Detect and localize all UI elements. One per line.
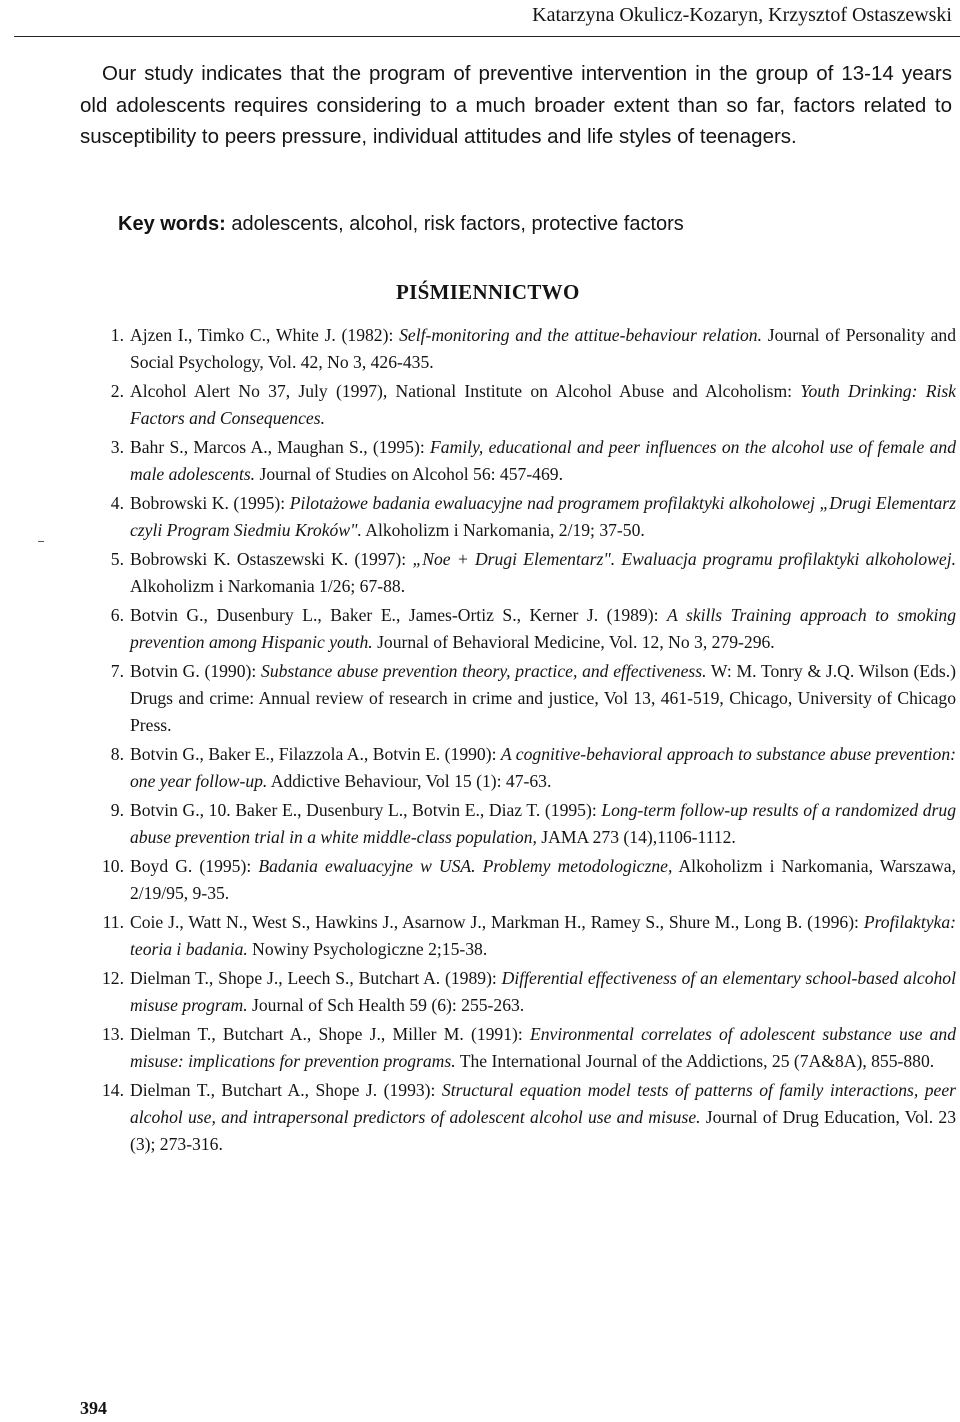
reference-number: 5. xyxy=(110,549,124,569)
reference-authors: Boyd G. (1995): xyxy=(130,856,259,876)
reference-authors: Botvin G., Dusenbury L., Baker E., James-Ortiz S., Kerner J. (1989): xyxy=(130,605,668,625)
margin-mark xyxy=(38,541,44,542)
reference-title: Environmental correlates of adolescent substance use and misuse: implications for prevention programs. xyxy=(130,1024,957,1071)
reference-source: W: M. Tonry & J.Q. Wilson (Eds.) Drugs and crime: Annual review of research in crime and justice, Vol 13, 461-519, Chicago, University of Chicago Press. xyxy=(130,661,956,735)
reference-source: JAMA 273 (14),1106-1112. xyxy=(536,827,736,847)
reference-number: 10. xyxy=(102,856,124,876)
reference-authors: Dielman T., Shope J., Leech S., Butchart A. (1989): xyxy=(130,968,502,988)
reference-item xyxy=(82,909,956,963)
abstract-paragraph: Our study indicates that the program of preventive intervention in the group of 13-14 years old adolescents requires considering to a much broader extent than so far, factors related to susceptibility to peers pressure, individual attitudes and life styles of teenagers. xyxy=(80,62,952,148)
reference-source: Alkoholizm i Narkomania 1/26; 67-88. xyxy=(130,576,406,596)
reference-number: 13. xyxy=(102,1024,124,1044)
reference-title: Badania ewaluacyjne w USA. Problemy metodologiczne, xyxy=(258,856,673,876)
reference-title: Family, educational and peer influences on the alcohol use of female and male adolescents. xyxy=(130,437,956,484)
reference-item xyxy=(82,797,956,851)
reference-title: Pilotażowe badania ewaluacyjne nad programem profilaktyki alkoholowej „Drugi Elementarz czyli Program Siedmiu Kroków". xyxy=(130,493,956,540)
reference-authors: Coie J., Watt N., West S., Hawkins J., Asarnow J., Markman H., Ramey S., Shure M., Long B. (1996): xyxy=(130,912,864,932)
reference-number: 4. xyxy=(110,493,124,513)
section-title: PIŚMIENNICTWO xyxy=(396,280,580,304)
reference-number: 9. xyxy=(110,800,124,820)
reference-source: Addictive Behaviour, Vol 15 (1): 47-63. xyxy=(267,771,552,791)
reference-source: Journal of Behavioral Medicine, Vol. 12, No 3, 279-296. xyxy=(372,632,775,652)
reference-item xyxy=(82,602,956,656)
reference-title: Differential effectiveness of an elementary school-based alcohol misuse program. xyxy=(130,968,956,1015)
reference-source: Journal of Studies on Alcohol 56: 457-469. xyxy=(255,464,563,484)
reference-number: 11. xyxy=(102,912,124,932)
keywords-text: adolescents, alcohol, risk factors, protective factors xyxy=(231,213,684,235)
reference-number: 2. xyxy=(110,381,124,401)
reference-authors: Dielman T., Butchart A., Shope J., Miller M. (1991): xyxy=(130,1024,530,1044)
reference-item xyxy=(82,741,956,795)
reference-authors: Bobrowski K. (1995): xyxy=(130,493,290,513)
reference-title: A cognitive-behavioral approach to substance abuse prevention: one year follow-up. xyxy=(130,744,956,791)
reference-source: Nowiny Psychologiczne 2;15-38. xyxy=(247,939,488,959)
running-header: Katarzyna Okulicz-Kozaryn, Krzysztof Ostaszewski xyxy=(532,4,952,26)
reference-title: Substance abuse prevention theory, practice, and effectiveness. xyxy=(261,661,707,681)
reference-authors: Botvin G. (1990): xyxy=(130,661,262,681)
reference-list xyxy=(82,322,956,1160)
reference-source: The International Journal of the Addictions, 25 (7A&8A), 855-880. xyxy=(455,1051,935,1071)
reference-title: A skills Training approach to smoking prevention among Hispanic youth. xyxy=(130,605,956,652)
reference-number: 3. xyxy=(110,437,124,457)
reference-item xyxy=(82,658,956,739)
reference-title: „Noe + Drugi Elementarz". Ewaluacja programu profilaktyki alkoholowej. xyxy=(412,549,956,569)
reference-source: Journal of Sch Health 59 (6): 255-263. xyxy=(247,995,525,1015)
reference-title: Self-monitoring and the attitue-behaviour relation. xyxy=(399,325,763,345)
reference-number: 1. xyxy=(110,325,124,345)
reference-authors: Botvin G., Baker E., Filazzola A., Botvin E. (1990): xyxy=(130,744,501,764)
reference-number: 14. xyxy=(102,1080,124,1100)
reference-number: 6. xyxy=(110,605,124,625)
header-rule xyxy=(14,36,960,37)
reference-source: Journal of Drug Education, Vol. 23 (3); 273-316. xyxy=(130,1107,956,1154)
reference-source: Alkoholizm i Narkomania, 2/19; 37-50. xyxy=(361,520,645,540)
reference-item xyxy=(82,965,956,1019)
keywords-label: Key words: xyxy=(118,213,226,235)
reference-source: Alkoholizm i Narkomania, Warszawa, 2/19/95, 9-35. xyxy=(130,856,956,903)
reference-authors: Alcohol Alert No 37, July (1997), National Institute on Alcohol Abuse and Alcoholism: xyxy=(130,381,801,401)
reference-authors: Ajzen I., Timko C., White J. (1982): xyxy=(130,325,400,345)
reference-authors: Botvin G., 10. Baker E., Dusenbury L., Botvin E., Diaz T. (1995): xyxy=(130,800,602,820)
reference-item xyxy=(82,853,956,907)
reference-authors: Dielman T., Butchart A., Shope J. (1993): xyxy=(130,1080,442,1100)
reference-item xyxy=(82,1021,956,1075)
reference-title: Long-term follow-up results of a randomized drug abuse prevention trial in a white middle-class population, xyxy=(130,800,956,847)
reference-number: 8. xyxy=(110,744,124,764)
page-number: 394 xyxy=(80,1398,107,1418)
reference-title: Youth Drinking: Risk Factors and Consequences. xyxy=(130,381,956,428)
reference-authors: Bahr S., Marcos A., Maughan S., (1995): xyxy=(130,437,431,457)
reference-item xyxy=(82,490,956,544)
reference-source: Journal of Personality and Social Psychology, Vol. 42, No 3, 426-435. xyxy=(130,325,957,372)
reference-item xyxy=(82,1077,956,1158)
reference-number: 7. xyxy=(110,661,124,681)
reference-title: Profilaktyka: teoria i badania. xyxy=(130,912,956,959)
reference-item xyxy=(82,322,956,376)
reference-item xyxy=(82,378,956,432)
reference-title: Structural equation model tests of patterns of family interactions, peer alcohol use, and intrapersonal predictors of adolescent alcohol use and misuse. xyxy=(130,1080,956,1127)
reference-item xyxy=(82,434,956,488)
reference-number: 12. xyxy=(102,968,124,988)
keywords-line xyxy=(118,210,958,238)
reference-item xyxy=(82,546,956,600)
reference-authors: Bobrowski K. Ostaszewski K. (1997): xyxy=(130,549,413,569)
